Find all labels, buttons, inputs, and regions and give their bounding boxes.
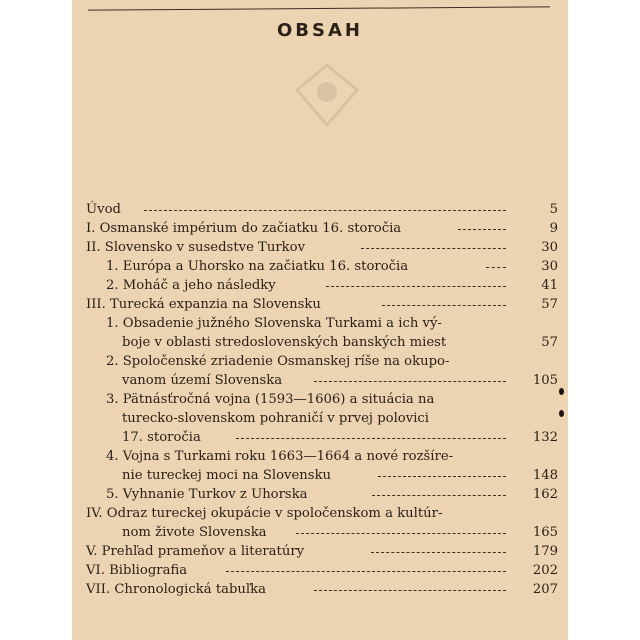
toc-entry-text: 2. Moháč a jeho následky — [106, 278, 276, 293]
toc-page-number: 41 — [541, 278, 558, 293]
toc-row — [86, 295, 558, 314]
toc-row — [86, 219, 558, 238]
toc-row — [86, 428, 558, 447]
dash-leader — [372, 495, 506, 496]
toc-row — [86, 485, 558, 504]
ink-spot — [559, 410, 564, 417]
toc-page-number: 179 — [532, 544, 558, 559]
toc-page-number: 202 — [532, 563, 558, 578]
toc-row — [86, 523, 558, 542]
toc-entry-text: turecko-slovenskom pohraničí v prvej polovici — [122, 411, 430, 426]
toc-row — [86, 238, 558, 257]
toc-row — [86, 409, 558, 428]
toc-row — [86, 466, 558, 485]
toc-entry-text: nom živote Slovenska — [122, 525, 267, 540]
page-title: OBSAH — [277, 20, 363, 41]
toc-row — [86, 333, 558, 352]
toc-entry-text: 2. Spoločenské zriadenie Osmanskej ríše na okupo- — [106, 354, 450, 369]
toc-entry-text: 5. Vyhnanie Turkov z Uhorska — [106, 487, 308, 502]
dash-leader — [382, 305, 506, 306]
toc-entry-text: III. Turecká expanzia na Slovensku — [86, 297, 321, 312]
toc-entry-text: boje v oblasti stredoslovenských banských miest — [122, 335, 447, 350]
dash-leader — [458, 229, 506, 230]
dash-leader — [486, 267, 506, 268]
toc-page-number: 162 — [532, 487, 558, 502]
toc-entry-text: 4. Vojna s Turkami roku 1663—1664 a nové rozšíre- — [106, 449, 454, 464]
bleed-through-emblem — [287, 60, 367, 130]
toc-page-number: 207 — [532, 582, 558, 597]
dash-leader — [236, 438, 506, 439]
toc-page-number: 57 — [541, 297, 558, 312]
toc-page-number: 105 — [532, 373, 558, 388]
toc-entry-text: IV. Odraz tureckej okupácie v spoločenskom a kultúr- — [86, 506, 443, 521]
toc-entry-text: II. Slovensko v susedstve Turkov — [86, 240, 306, 255]
dash-leader — [326, 286, 506, 287]
toc-row — [86, 257, 558, 276]
toc-entry-text: vanom území Slovenska — [122, 373, 283, 388]
toc-page-number: 148 — [532, 468, 558, 483]
toc-page-number: 165 — [532, 525, 558, 540]
toc-row — [86, 371, 558, 390]
dash-leader — [226, 571, 506, 572]
dash-leader — [314, 381, 506, 382]
toc-entry-text: VI. Bibliografia — [86, 563, 188, 578]
toc-row — [86, 314, 558, 333]
toc-entry-text: nie tureckej moci na Slovensku — [122, 468, 332, 483]
dash-leader — [296, 533, 506, 534]
toc-row — [86, 561, 558, 580]
dash-leader — [371, 552, 506, 553]
book-page — [72, 0, 568, 640]
dash-leader — [361, 248, 506, 249]
toc-entry-text: I. Osmanské impérium do začiatku 16. storočia — [86, 221, 402, 236]
toc-row — [86, 542, 558, 561]
toc-row — [86, 276, 558, 295]
toc-entry-text: V. Prehľad prameňov a literatúry — [86, 544, 305, 559]
toc-entry-text: 1. Obsadenie južného Slovenska Turkami a ich vý- — [106, 316, 442, 331]
toc-page-number: 132 — [532, 430, 558, 445]
toc-page-number: 9 — [549, 221, 558, 236]
toc-row — [86, 352, 558, 371]
toc-page-number: 57 — [541, 335, 558, 350]
toc-page-number: 5 — [549, 202, 558, 217]
toc-row — [86, 390, 558, 409]
dash-leader — [144, 210, 506, 211]
toc-row — [86, 200, 558, 219]
toc-entry-text: VII. Chronologická tabuľka — [86, 582, 267, 597]
toc-row — [86, 580, 558, 599]
toc-entry-text: Úvod — [86, 202, 121, 217]
dash-leader — [378, 476, 506, 477]
dash-leader — [314, 590, 506, 591]
toc-entry-text: 3. Pätnásťročná vojna (1593—1606) a situácia na — [106, 392, 435, 407]
table-of-contents — [86, 200, 558, 599]
toc-page-number: 30 — [541, 240, 558, 255]
toc-entry-text: 1. Európa a Uhorsko na začiatku 16. storočia — [106, 259, 409, 274]
header-rule — [88, 6, 550, 10]
toc-entry-text: 17. storočia — [122, 430, 201, 445]
toc-row — [86, 447, 558, 466]
toc-row — [86, 504, 558, 523]
ink-spot — [559, 388, 564, 395]
toc-page-number: 30 — [541, 259, 558, 274]
